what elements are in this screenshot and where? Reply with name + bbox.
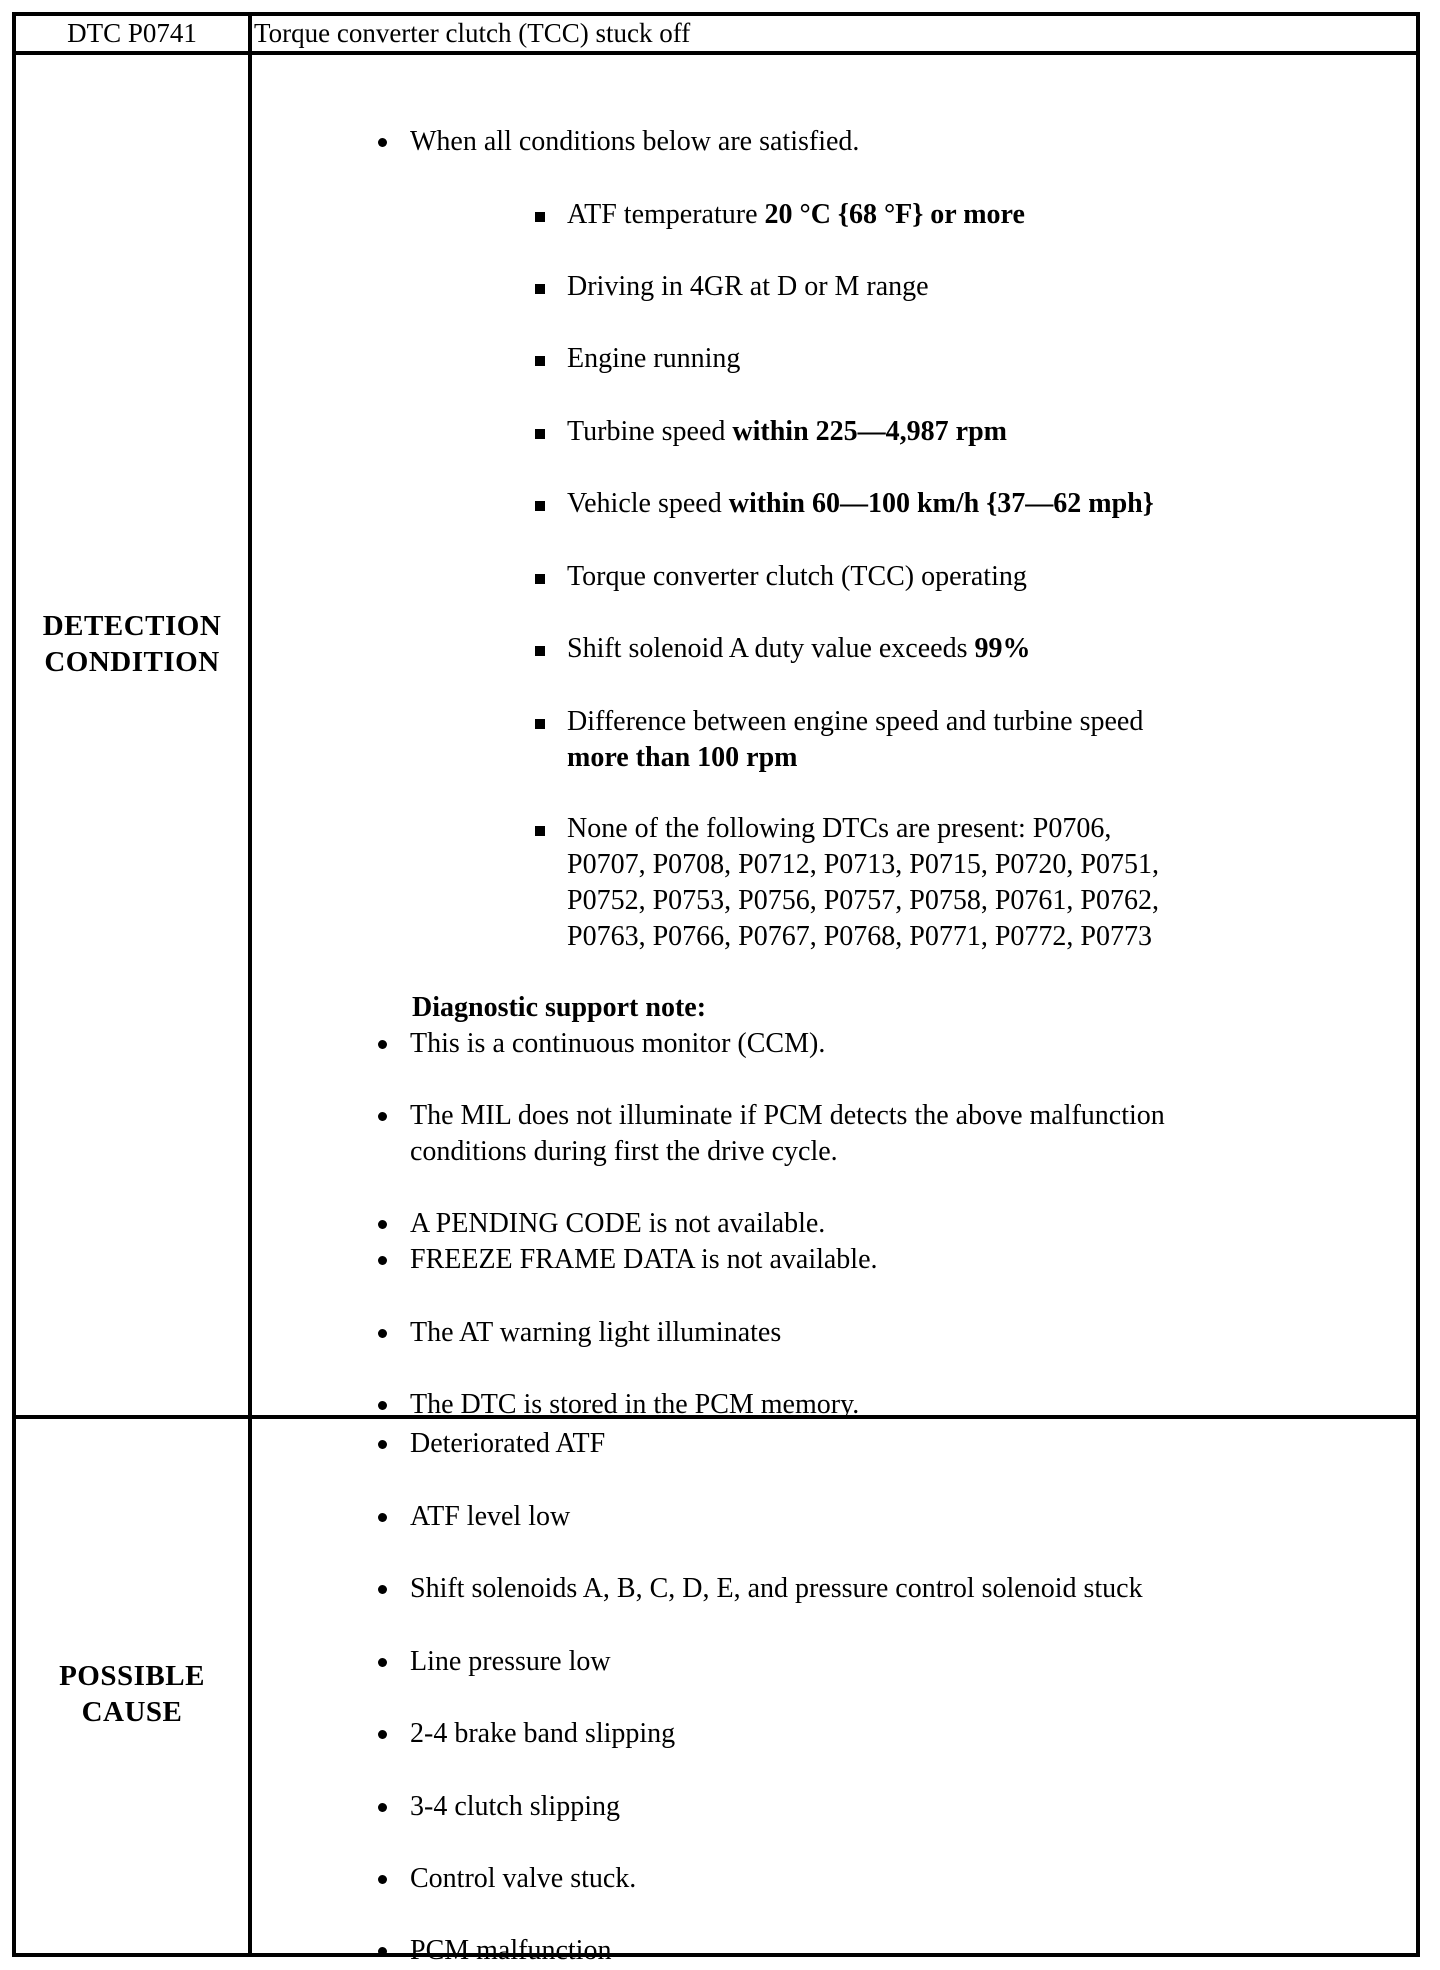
bullet-dot-icon [378, 1947, 387, 1956]
column-divider [248, 12, 252, 1957]
bullet-square-icon [535, 356, 545, 366]
bullet-square-icon [535, 501, 545, 511]
note-pending-code: A PENDING CODE is not available. [410, 1208, 826, 1239]
cause-item: Deteriorated ATF [410, 1428, 606, 1459]
condition-driving-range: Driving in 4GR at D or M range [567, 271, 929, 302]
condition-atf-temperature: ATF temperature 20 °C {68 °F} or more [567, 199, 1025, 230]
bullet-dot-icon [378, 1112, 387, 1121]
bullet-square-icon [535, 429, 545, 439]
diagnostic-support-note-title: Diagnostic support note: [412, 992, 707, 1023]
bullet-square-icon [535, 719, 545, 729]
detection-label-line1: DETECTION [42, 610, 222, 642]
bullet-square-icon [535, 284, 545, 294]
cause-item: Line pressure low [410, 1646, 611, 1677]
bullet-dot-icon [378, 1513, 387, 1522]
bullet-dot-icon [378, 1220, 387, 1229]
cause-item: Control valve stuck. [410, 1863, 637, 1894]
bullet-square-icon [535, 826, 545, 836]
condition-shift-solenoid-duty: Shift solenoid A duty value exceeds 99% [567, 633, 1031, 664]
note-at-warning-light: The AT warning light illuminates [410, 1317, 782, 1348]
cause-item: 3-4 clutch slipping [410, 1791, 620, 1822]
detection-label-line2: CONDITION [44, 646, 220, 678]
condition-vehicle-speed: Vehicle speed within 60—100 km/h {37—62 mph} [567, 488, 1154, 519]
bullet-square-icon [535, 212, 545, 222]
cause-item: 2-4 brake band slipping [410, 1718, 676, 1749]
bullet-dot-icon [378, 1440, 387, 1449]
cause-label-line2: CAUSE [81, 1696, 183, 1728]
header-divider [12, 51, 1420, 55]
note-freeze-frame: FREEZE FRAME DATA is not available. [410, 1244, 878, 1275]
bullet-dot-icon [378, 1401, 387, 1410]
bullet-dot-icon [378, 1256, 387, 1265]
bullet-dot-icon [378, 1730, 387, 1739]
bullet-dot-icon [378, 138, 387, 147]
note-mil-behavior: The MIL does not illuminate if PCM detects the above malfunction conditions during first the drive cycle. [410, 1100, 1165, 1167]
dtc-description: Torque converter clutch (TCC) stuck off [254, 18, 691, 48]
bullet-dot-icon [378, 1658, 387, 1667]
cause-label-line1: POSSIBLE [59, 1660, 205, 1692]
dtc-code: DTC P0741 [67, 18, 197, 48]
bullet-dot-icon [378, 1803, 387, 1812]
bullet-dot-icon [378, 1040, 387, 1049]
detection-condition-label [16, 608, 248, 680]
note-continuous-monitor: This is a continuous monitor (CCM). [410, 1028, 826, 1059]
condition-engine-running: Engine running [567, 343, 741, 374]
condition-no-dtcs-present: None of the following DTCs are present: P0706, P0707, P0708, P0712, P0713, P0715, P0720, P0751, P0752, P0753, P0756, P0757, P0758, P0761, P0762, P0763, P0766, P0767, P0768, P0771, P0772, P0773 [567, 813, 1160, 952]
condition-speed-difference: Difference between engine speed and turbine speed more than 100 rpm [567, 706, 1144, 773]
bullet-dot-icon [378, 1329, 387, 1338]
bullet-square-icon [535, 574, 545, 584]
bullet-dot-icon [378, 1875, 387, 1884]
cause-item: Shift solenoids A, B, C, D, E, and pressure control solenoid stuck [410, 1573, 1143, 1604]
possible-cause-label [16, 1658, 248, 1730]
bullet-dot-icon [378, 1585, 387, 1594]
detection-intro: When all conditions below are satisfied. [410, 126, 860, 157]
cause-item: ATF level low [410, 1501, 571, 1532]
condition-turbine-speed: Turbine speed within 225—4,987 rpm [567, 416, 1007, 447]
cause-item: PCM malfunction [410, 1935, 612, 1966]
bullet-square-icon [535, 646, 545, 656]
note-dtc-stored: The DTC is stored in the PCM memory. [410, 1389, 860, 1420]
condition-tcc-operating: Torque converter clutch (TCC) operating [567, 561, 1027, 592]
